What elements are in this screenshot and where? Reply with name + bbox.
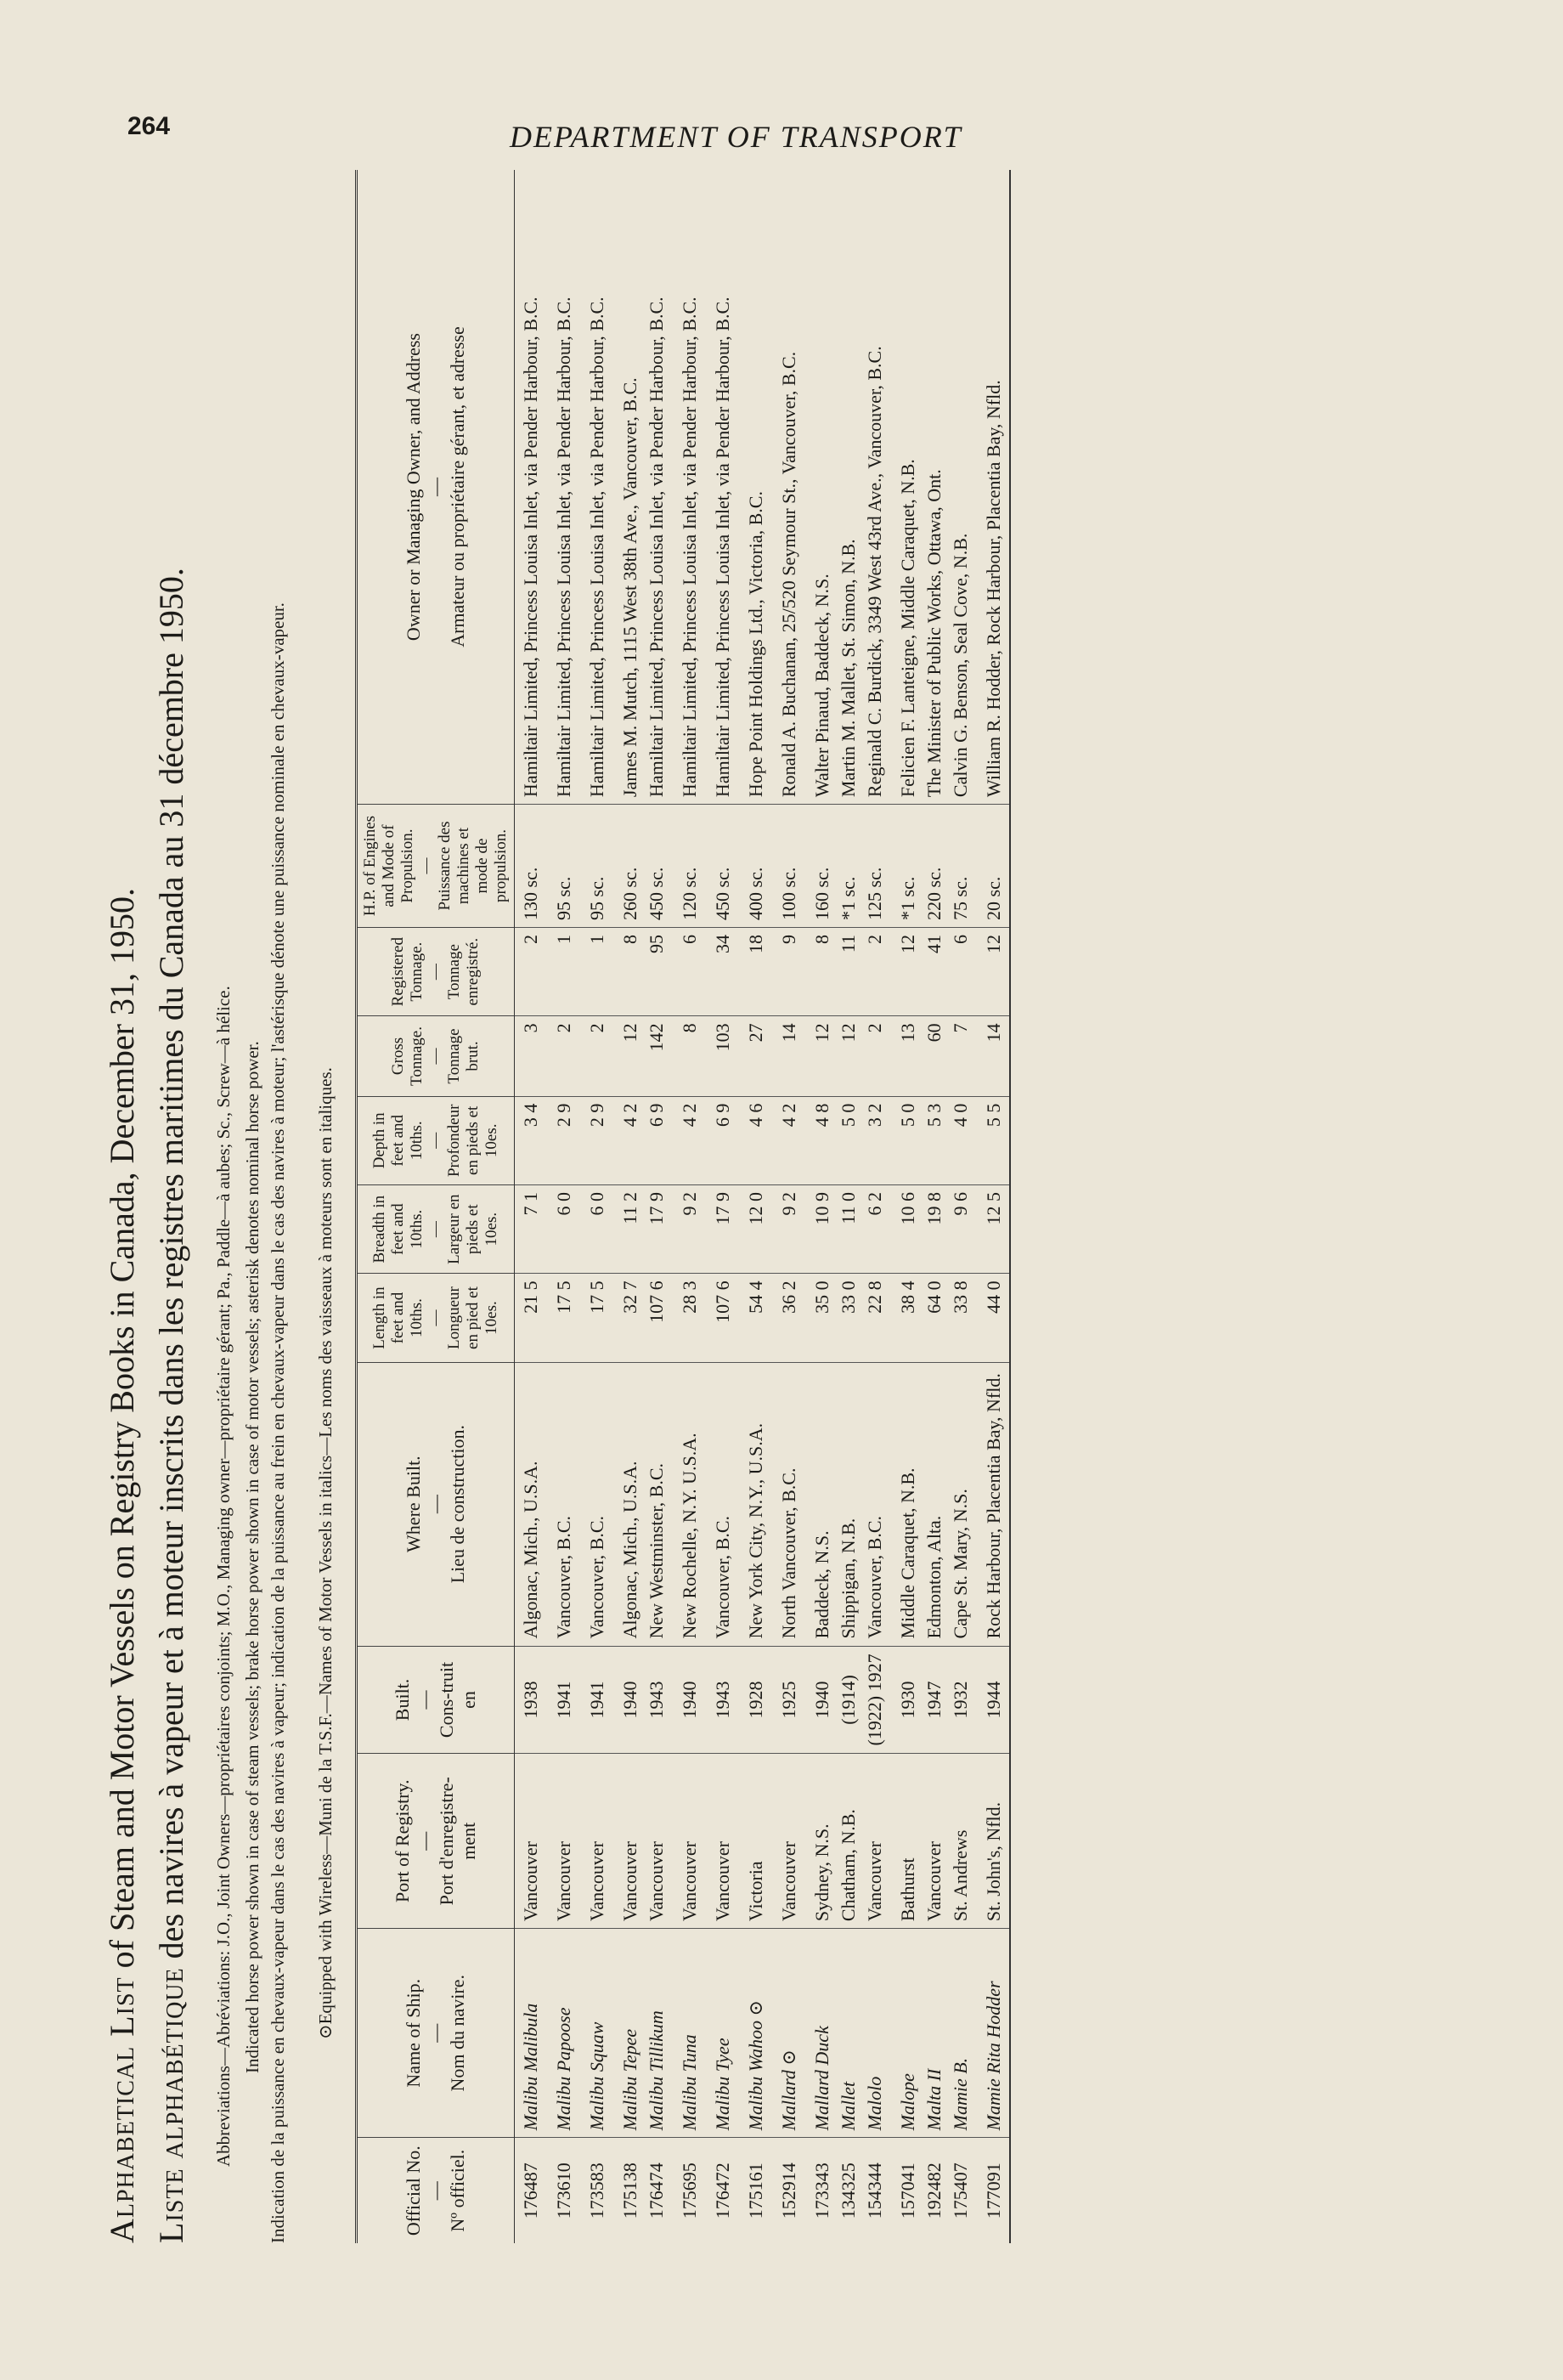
cell-gross-tonnage: 14	[766, 1016, 799, 1096]
header-hp-fr: Puissance des machines et mode de propulsion.	[436, 821, 510, 911]
cell-depth: 2 9	[574, 1096, 607, 1184]
cell-where-built: Algonac, Mich., U.S.A.	[515, 1362, 542, 1646]
cell-length: 32 7	[607, 1274, 640, 1362]
cell-where-built: Middle Caraquet, N.B.	[885, 1362, 918, 1646]
cell-official-no: 134325	[838, 2162, 859, 2219]
cell-length: 36 2	[766, 1274, 799, 1362]
cell-built: 1943	[700, 1646, 733, 1754]
cell-built: 1928	[733, 1646, 766, 1754]
cell-official-no: 176474	[646, 2162, 667, 2219]
cell-official-no: 152914	[778, 2162, 799, 2219]
cell-owner: Hamiltair Limited, Princess Louisa Inlet, via Pender Harbour, B.C.	[574, 170, 607, 805]
cell-breadth: 7 1	[515, 1184, 542, 1273]
cell-where-built: New Rochelle, N.Y. U.S.A.	[667, 1362, 700, 1646]
cell-depth: 2 9	[541, 1096, 574, 1184]
header-dash: —	[417, 857, 435, 874]
cell-registered-tonnage: 41	[918, 927, 945, 1015]
cell-built: 1947	[918, 1646, 945, 1754]
cell-owner: William R. Hodder, Rock Harbour, Placentia Bay, Nfld.	[971, 170, 1010, 805]
wireless-note: ⊙Equipped with Wireless—Muni de la T.S.F.—Names of Motor Vessels in italics—Les noms des vaisseaux à moteurs sont en italiques.	[315, 1067, 336, 2039]
cell-length: 35 0	[799, 1274, 832, 1362]
cell-built: 1940	[607, 1646, 640, 1754]
cell-registered-tonnage: 2	[859, 927, 885, 1015]
cell-built: 1930	[885, 1646, 918, 1754]
cell-ship-name: Malibu Squaw	[574, 1929, 607, 2138]
table-row	[640, 170, 667, 2243]
cell-breadth: 9 6	[945, 1184, 971, 1273]
cell-owner: Calvin G. Benson, Seal Cove, N.B.	[945, 170, 971, 805]
header-owner-fr: Armateur ou propriétaire gérant, et adresse	[447, 326, 468, 647]
cell-owner: Hope Point Holdings Ltd., Victoria, B.C.	[733, 170, 766, 805]
title-french	[151, 170, 192, 2243]
cell-gross-tonnage: 7	[945, 1016, 971, 1096]
table-header-row	[357, 170, 515, 2243]
cell-length: 38 4	[885, 1274, 918, 1362]
page-number: 264	[127, 112, 171, 140]
cell-breadth: 6 0	[541, 1184, 574, 1273]
cell-port: Vancouver	[607, 1754, 640, 1929]
cell-port: Vancouver	[515, 1754, 542, 1929]
cell-registered-tonnage: 2	[515, 927, 542, 1015]
table-row	[799, 170, 832, 2243]
header-dash: —	[426, 1221, 444, 1238]
cell-horse-power: 400 sc.	[733, 805, 766, 928]
header-horse-power	[357, 805, 515, 928]
cell-breadth: 9 2	[766, 1184, 799, 1273]
cell-horse-power: 95 sc.	[574, 805, 607, 928]
cell-owner: Ronald A. Buchanan, 25/520 Seymour St., Vancouver, B.C.	[766, 170, 799, 805]
cell-port: Vancouver	[766, 1754, 799, 1929]
header-dash: —	[426, 1132, 444, 1149]
cell-registered-tonnage: 95	[640, 927, 667, 1015]
header-official-no-fr: Nº officiel.	[447, 2149, 468, 2232]
title-english	[102, 170, 143, 2243]
header-port	[357, 1754, 515, 1929]
cell-gross-tonnage: 14	[971, 1016, 1010, 1096]
cell-registered-tonnage: 12	[971, 927, 1010, 1015]
cell-registered-tonnage: 6	[667, 927, 700, 1015]
header-gross-en: Gross Tonnage.	[389, 1026, 426, 1086]
cell-built: 1940	[799, 1646, 832, 1754]
vessel-table-wrap	[355, 170, 1011, 2243]
table-row	[700, 170, 733, 2243]
cell-depth: 4 2	[667, 1096, 700, 1184]
cell-depth: 6 9	[700, 1096, 733, 1184]
cell-official-no: 175695	[679, 2162, 700, 2219]
cell-built: (1914)	[832, 1646, 859, 1754]
title-english-rest: of Steam and Motor Vessels on Registry Books in Canada, December 31, 1950.	[103, 888, 141, 1977]
cell-length: 21 5	[515, 1274, 542, 1362]
cell-where-built: New York City, N.Y., U.S.A.	[733, 1362, 766, 1646]
cell-depth: 3 4	[515, 1096, 542, 1184]
header-built	[357, 1646, 515, 1754]
cell-registered-tonnage: 1	[541, 927, 574, 1015]
cell-gross-tonnage: 142	[640, 1016, 667, 1096]
cell-horse-power: 160 sc.	[799, 805, 832, 928]
cell-where-built: North Vancouver, B.C.	[766, 1362, 799, 1646]
cell-official-no: 175161	[745, 2162, 766, 2219]
cell-owner: Martin M. Mallet, St. Simon, N.B.	[832, 170, 859, 805]
cell-length: 28 3	[667, 1274, 700, 1362]
header-breadth-en: Breadth in feet and 10ths.	[370, 1195, 426, 1263]
cell-registered-tonnage: 8	[607, 927, 640, 1015]
cell-length: 17 5	[574, 1274, 607, 1362]
cell-breadth: 6 0	[574, 1184, 607, 1273]
cell-length: 33 8	[945, 1274, 971, 1362]
vessel-table	[355, 170, 1011, 2243]
cell-depth: 4 2	[766, 1096, 799, 1184]
cell-owner: Hamiltair Limited, Princess Louisa Inlet, via Pender Harbour, B.C.	[541, 170, 574, 805]
cell-gross-tonnage: 12	[799, 1016, 832, 1096]
cell-ship-name: Malta II	[918, 1929, 945, 2138]
abbreviations-note: Abbreviations—Abréviations: J.O., Joint Owners—propriétaires conjoints; M.O., Managing owner—propriétaire gérant; Pa., Paddle—à aubes; Sc., Screw—à hélice.	[213, 986, 234, 2167]
cell-owner: Hamiltair Limited, Princess Louisa Inlet, via Pender Harbour, B.C.	[640, 170, 667, 805]
cell-breadth: 9 2	[667, 1184, 700, 1273]
cell-where-built: Algonac, Mich., U.S.A.	[607, 1362, 640, 1646]
cell-registered-tonnage: 12	[885, 927, 918, 1015]
vessel-table-body	[515, 170, 1011, 2243]
cell-registered-tonnage: 34	[700, 927, 733, 1015]
header-name-fr: Nom du navire.	[447, 1975, 468, 2092]
cell-owner: James M. Mutch, 1115 West 38th Ave., Vancouver, B.C.	[607, 170, 640, 805]
cell-length: 64 0	[918, 1274, 945, 1362]
cell-horse-power: 125 sc.	[859, 805, 885, 928]
table-row	[918, 170, 945, 2243]
cell-horse-power: 75 sc.	[945, 805, 971, 928]
cell-depth: 6 9	[640, 1096, 667, 1184]
cell-breadth: 10 9	[799, 1184, 832, 1273]
cell-official-no: 154344	[864, 2162, 885, 2219]
cell-breadth: 6 2	[859, 1184, 885, 1273]
cell-built: 1925	[766, 1646, 799, 1754]
cell-built: 1938	[515, 1646, 542, 1754]
cell-gross-tonnage: 103	[700, 1016, 733, 1096]
cell-owner: Hamiltair Limited, Princess Louisa Inlet, via Pender Harbour, B.C.	[667, 170, 700, 805]
cell-breadth: 17 9	[640, 1184, 667, 1273]
header-gross-tonnage	[357, 1016, 515, 1096]
cell-built: 1941	[574, 1646, 607, 1754]
header-owner	[357, 170, 515, 805]
header-gross-fr: Tonnage brut.	[445, 1028, 482, 1084]
cell-gross-tonnage: 13	[885, 1016, 918, 1096]
cell-official-no: 173610	[553, 2162, 574, 2219]
cell-where-built: Edmonton, Alta.	[918, 1362, 945, 1646]
cell-owner: The Minister of Public Works, Ottawa, Ont.	[918, 170, 945, 805]
horse-power-note-english: Indicated horse power shown in case of steam vessels; brake horse power shown in case of motor vessels; asterisk denotes nominal horse power.	[242, 1041, 262, 2073]
cell-length: 107 6	[700, 1274, 733, 1362]
cell-owner: Hamiltair Limited, Princess Louisa Inlet, via Pender Harbour, B.C.	[700, 170, 733, 805]
cell-breadth: 17 9	[700, 1184, 733, 1273]
header-reg-en: Registered Tonnage.	[389, 937, 426, 1007]
cell-ship-name: Malope	[885, 1929, 918, 2138]
cell-breadth: 12 0	[733, 1184, 766, 1273]
header-dash: —	[426, 1048, 444, 1065]
cell-horse-power: 20 sc.	[971, 805, 1010, 928]
cell-port: Bathurst	[885, 1754, 918, 1929]
cell-gross-tonnage: 60	[918, 1016, 945, 1096]
header-breadth	[357, 1184, 515, 1273]
cell-depth: 3 2	[859, 1096, 885, 1184]
header-name	[357, 1929, 515, 2138]
cell-horse-power: 450 sc.	[640, 805, 667, 928]
cell-length: 22 8	[859, 1274, 885, 1362]
header-dash: —	[425, 1495, 446, 1514]
cell-horse-power: *1 sc.	[885, 805, 918, 928]
cell-ship-name: Malibu Tillikum	[640, 1929, 667, 2138]
cell-official-no: 157041	[897, 2162, 918, 2219]
cell-horse-power: 130 sc.	[515, 805, 542, 928]
table-row	[945, 170, 971, 2243]
cell-depth: 5 5	[971, 1096, 1010, 1184]
cell-port: Vancouver	[859, 1754, 885, 1929]
cell-depth: 5 0	[832, 1096, 859, 1184]
cell-built: 1943	[640, 1646, 667, 1754]
header-built-fr: Cons-truit en	[436, 1661, 479, 1738]
table-row	[607, 170, 640, 2243]
cell-horse-power: 450 sc.	[700, 805, 733, 928]
cell-horse-power: 100 sc.	[766, 805, 799, 928]
cell-depth: 4 0	[945, 1096, 971, 1184]
header-dash: —	[425, 2181, 446, 2201]
cell-port: Vancouver	[574, 1754, 607, 1929]
cell-where-built: Cape St. Mary, N.S.	[945, 1362, 971, 1646]
cell-official-no: 176487	[520, 2162, 541, 2219]
cell-built: 1944	[971, 1646, 1010, 1754]
title-french-prefix: Liste alphabétique	[152, 1967, 190, 2243]
cell-built: 1941	[541, 1646, 574, 1754]
cell-ship-name: Malibu Wahoo ⊙	[733, 1929, 766, 2138]
header-reg-fr: Tonnage enregistré.	[445, 937, 482, 1006]
header-official-no-en: Official No.	[403, 2145, 424, 2236]
cell-ship-name: Malolo	[859, 1929, 885, 2138]
cell-owner: Reginald C. Burdick, 3349 West 43rd Ave., Vancouver, B.C.	[859, 170, 885, 805]
cell-owner: Hamiltair Limited, Princess Louisa Inlet, via Pender Harbour, B.C.	[515, 170, 542, 805]
cell-ship-name: Malibu Papoose	[541, 1929, 574, 2138]
header-built-en: Built.	[392, 1678, 413, 1721]
table-row	[885, 170, 918, 2243]
cell-where-built: Shippigan, N.B.	[832, 1362, 859, 1646]
cell-owner: Walter Pinaud, Baddeck, N.S.	[799, 170, 832, 805]
cell-registered-tonnage: 1	[574, 927, 607, 1015]
cell-where-built: Vancouver, B.C.	[574, 1362, 607, 1646]
header-port-fr: Port d'enregistre-ment	[436, 1777, 479, 1906]
table-row	[574, 170, 607, 2243]
header-dash: —	[426, 1309, 444, 1326]
header-where-built-fr: Lieu de construction.	[447, 1424, 468, 1584]
cell-where-built: Vancouver, B.C.	[541, 1362, 574, 1646]
cell-depth: 5 3	[918, 1096, 945, 1184]
cell-ship-name: Malibu Tuna	[667, 1929, 700, 2138]
title-french-rest: des navires à vapeur et à moteur inscrits dans les registres maritimes du Canada au 31 décembre 1950.	[152, 568, 190, 1968]
cell-ship-name: Mallard ⊙	[766, 1929, 799, 2138]
title-english-prefix: Alphabetical List	[103, 1976, 141, 2243]
header-where-built	[357, 1362, 515, 1646]
cell-official-no: 173343	[811, 2162, 832, 2219]
table-row	[541, 170, 574, 2243]
header-depth-fr: Profondeur en pieds et 10es.	[445, 1104, 500, 1178]
cell-built: 1940	[667, 1646, 700, 1754]
cell-port: St. Andrews	[945, 1754, 971, 1929]
cell-breadth: 12 5	[971, 1184, 1010, 1273]
cell-where-built: Rock Harbour, Placentia Bay, Nfld.	[971, 1362, 1010, 1646]
cell-registered-tonnage: 9	[766, 927, 799, 1015]
cell-port: Vancouver	[700, 1754, 733, 1929]
cell-port: Vancouver	[640, 1754, 667, 1929]
cell-official-no: 177091	[971, 2138, 1010, 2243]
cell-official-no: 175138	[619, 2162, 640, 2219]
header-depth-en: Depth in feet and 10ths.	[370, 1112, 426, 1169]
cell-horse-power: 120 sc.	[667, 805, 700, 928]
header-port-en: Port of Registry.	[392, 1779, 413, 1903]
header-dash: —	[425, 478, 446, 497]
cell-where-built: Baddeck, N.S.	[799, 1362, 832, 1646]
cell-registered-tonnage: 18	[733, 927, 766, 1015]
header-dash: —	[425, 2023, 446, 2043]
cell-where-built: New Westminster, B.C.	[640, 1362, 667, 1646]
header-hp-en: H.P. of Engines and Mode of Propulsion.	[361, 815, 416, 917]
cell-depth: 4 2	[607, 1096, 640, 1184]
header-where-built-en: Where Built.	[403, 1456, 424, 1552]
cell-gross-tonnage: 2	[859, 1016, 885, 1096]
cell-gross-tonnage: 8	[667, 1016, 700, 1096]
header-dash: —	[414, 1690, 435, 1710]
table-row	[667, 170, 700, 2243]
cell-port: Victoria	[733, 1754, 766, 1929]
cell-breadth: 11 2	[607, 1184, 640, 1273]
table-row	[733, 170, 766, 2243]
cell-port: Chatham, N.B.	[832, 1754, 859, 1929]
cell-registered-tonnage: 11	[832, 927, 859, 1015]
cell-registered-tonnage: 8	[799, 927, 832, 1015]
table-row	[832, 170, 859, 2243]
cell-gross-tonnage: 12	[607, 1016, 640, 1096]
cell-port: Vancouver	[541, 1754, 574, 1929]
header-owner-en: Owner or Managing Owner, and Address	[403, 333, 424, 642]
horse-power-note-french: Indication de la puissance en chevaux-vapeur dans le cas des navires à vapeur; indication de la puissance au frein en chevaux-vapeur dans le cas des navires à moteur; l'astérisque dénote une puissance nominale en chevaux-vapeur.	[268, 602, 288, 2243]
header-length	[357, 1274, 515, 1362]
cell-breadth: 11 0	[832, 1184, 859, 1273]
cell-built: 1932	[945, 1646, 971, 1754]
cell-horse-power: 260 sc.	[607, 805, 640, 928]
header-name-en: Name of Ship.	[403, 1978, 424, 2088]
cell-depth: 5 0	[885, 1096, 918, 1184]
header-official-no	[357, 2138, 515, 2243]
cell-port: Sydney, N.S.	[799, 1754, 832, 1929]
cell-length: 33 0	[832, 1274, 859, 1362]
header-depth	[357, 1096, 515, 1184]
cell-gross-tonnage: 2	[574, 1016, 607, 1096]
cell-ship-name: Malibu Tepee	[607, 1929, 640, 2138]
running-head: DEPARTMENT OF TRANSPORT	[510, 120, 962, 154]
header-dash: —	[414, 1831, 435, 1851]
table-row	[859, 170, 885, 2243]
cell-horse-power: *1 sc.	[832, 805, 859, 928]
cell-ship-name: Mamie Rita Hodder	[971, 1929, 1010, 2138]
cell-breadth: 19 8	[918, 1184, 945, 1273]
cell-port: St. John's, Nfld.	[971, 1754, 1010, 1929]
cell-horse-power: 95 sc.	[541, 805, 574, 928]
cell-ship-name: Mallard Duck	[799, 1929, 832, 2138]
cell-depth: 4 8	[799, 1096, 832, 1184]
cell-depth: 4 6	[733, 1096, 766, 1184]
cell-gross-tonnage: 2	[541, 1016, 574, 1096]
table-row	[971, 170, 1010, 2243]
cell-official-no: 175407	[950, 2162, 971, 2219]
cell-built: (1922) 1927	[859, 1646, 885, 1754]
cell-gross-tonnage: 3	[515, 1016, 542, 1096]
cell-horse-power: 220 sc.	[918, 805, 945, 928]
header-breadth-fr: Largeur en pieds et 10es.	[445, 1194, 500, 1264]
table-row	[515, 170, 542, 2243]
cell-gross-tonnage: 12	[832, 1016, 859, 1096]
cell-gross-tonnage: 27	[733, 1016, 766, 1096]
cell-length: 107 6	[640, 1274, 667, 1362]
cell-length: 17 5	[541, 1274, 574, 1362]
cell-length: 54 4	[733, 1274, 766, 1362]
cell-registered-tonnage: 6	[945, 927, 971, 1015]
cell-port: Vancouver	[667, 1754, 700, 1929]
cell-owner: Felicien F. Lanteigne, Middle Caraquet, N.B.	[885, 170, 918, 805]
table-row	[766, 170, 799, 2243]
cell-ship-name: Mallet	[832, 1929, 859, 2138]
cell-where-built: Vancouver, B.C.	[859, 1362, 885, 1646]
cell-ship-name: Mamie B.	[945, 1929, 971, 2138]
cell-length: 44 0	[971, 1274, 1010, 1362]
cell-ship-name: Malibu Malibula	[515, 1929, 542, 2138]
cell-port: Vancouver	[918, 1754, 945, 1929]
cell-official-no: 176472	[712, 2162, 733, 2219]
cell-where-built: Vancouver, B.C.	[700, 1362, 733, 1646]
cell-breadth: 10 6	[885, 1184, 918, 1273]
header-length-fr: Longueur en pied et 10es.	[445, 1286, 500, 1349]
header-dash: —	[426, 964, 444, 981]
cell-ship-name: Malibu Tyee	[700, 1929, 733, 2138]
cell-official-no: 173583	[586, 2162, 607, 2219]
header-registered-tonnage	[357, 927, 515, 1015]
rotated-table-sheet	[85, 144, 1478, 2294]
header-length-en: Length in feet and 10ths.	[370, 1286, 426, 1349]
cell-official-no: 192482	[923, 2162, 945, 2219]
